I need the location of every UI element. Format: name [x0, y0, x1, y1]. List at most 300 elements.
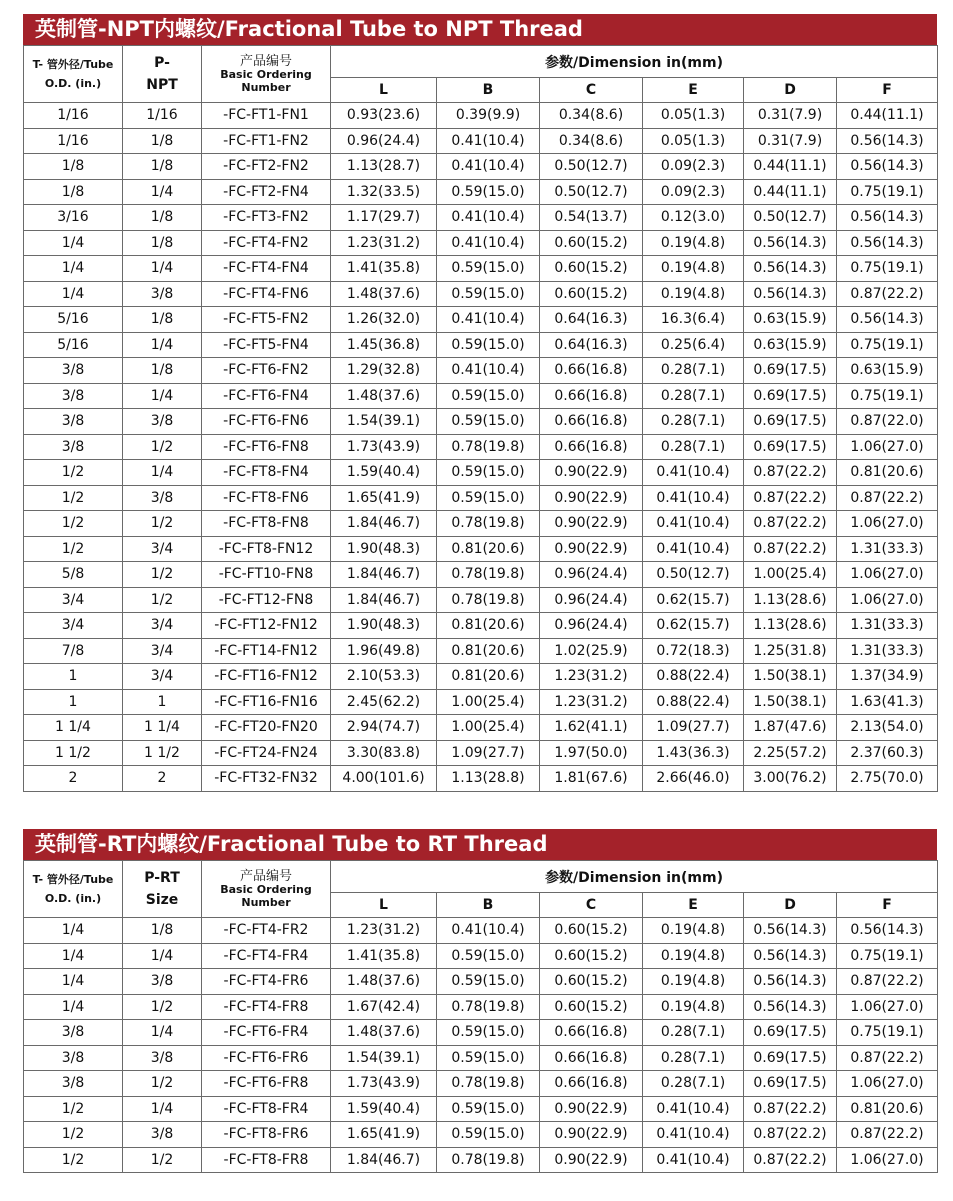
npt-cell-ordering-number: -FC-FT4-FN6 [202, 281, 331, 307]
npt-cell-dim-D: 1.25(31.8) [744, 638, 837, 664]
npt-cell-dim-L: 1.84(46.7) [331, 562, 437, 588]
npt-cell-dim-B: 0.59(15.0) [437, 256, 540, 282]
npt-cell-dim-D: 0.69(17.5) [744, 358, 837, 384]
rt-col-B: B [437, 893, 540, 918]
npt-cell-dim-C: 0.90(22.9) [540, 485, 643, 511]
npt-cell-dim-L: 1.13(28.7) [331, 154, 437, 180]
rt-cell-ordering-number: -FC-FT4-FR2 [202, 918, 331, 944]
npt-cell-thread-size: 3/8 [123, 409, 202, 435]
rt-cell-dim-F: 0.75(19.1) [837, 1020, 938, 1046]
rt-header-row-1 [24, 861, 938, 893]
npt-table-row [24, 332, 938, 358]
npt-cell-dim-B: 0.81(20.6) [437, 638, 540, 664]
rt-title: 英制管-RT内螺纹/Fractional Tube to RT Thread [23, 829, 937, 860]
npt-cell-dim-B: 0.41(10.4) [437, 230, 540, 256]
npt-col-E: E [643, 78, 744, 103]
npt-cell-dim-F: 0.81(20.6) [837, 460, 938, 486]
rt-cell-ordering-number: -FC-FT4-FR4 [202, 943, 331, 969]
npt-cell-dim-B: 0.41(10.4) [437, 307, 540, 333]
rt-cell-dim-L: 1.23(31.2) [331, 918, 437, 944]
npt-cell-tube-od: 1/16 [24, 128, 123, 154]
npt-cell-dim-L: 1.90(48.3) [331, 536, 437, 562]
npt-header-row-1 [24, 46, 938, 78]
npt-cell-dim-C: 0.90(22.9) [540, 511, 643, 537]
npt-cell-dim-F: 1.31(33.3) [837, 638, 938, 664]
npt-cell-ordering-number: -FC-FT6-FN2 [202, 358, 331, 384]
npt-table-row [24, 587, 938, 613]
npt-cell-dim-E: 0.09(2.3) [643, 179, 744, 205]
rt-cell-dim-C: 0.66(16.8) [540, 1071, 643, 1097]
rt-cell-dim-C: 0.60(15.2) [540, 943, 643, 969]
rt-cell-dim-B: 0.59(15.0) [437, 1020, 540, 1046]
npt-cell-dim-E: 0.88(22.4) [643, 664, 744, 690]
npt-cell-dim-C: 0.64(16.3) [540, 307, 643, 333]
rt-thread-header [123, 861, 202, 918]
npt-cell-dim-F: 0.56(14.3) [837, 205, 938, 231]
rt-cell-dim-D: 0.56(14.3) [744, 969, 837, 995]
npt-table-row [24, 230, 938, 256]
rt-cell-thread-size: 3/8 [123, 1122, 202, 1148]
rt-cell-dim-F: 0.81(20.6) [837, 1096, 938, 1122]
npt-cell-tube-od: 3/8 [24, 434, 123, 460]
npt-cell-dim-C: 0.60(15.2) [540, 281, 643, 307]
npt-cell-dim-B: 0.59(15.0) [437, 409, 540, 435]
rt-cell-dim-E: 0.19(4.8) [643, 969, 744, 995]
npt-cell-dim-L: 4.00(101.6) [331, 766, 437, 792]
rt-cell-dim-C: 0.60(15.2) [540, 969, 643, 995]
npt-cell-tube-od: 5/16 [24, 332, 123, 358]
npt-cell-ordering-number: -FC-FT2-FN2 [202, 154, 331, 180]
npt-cell-dim-C: 0.90(22.9) [540, 460, 643, 486]
npt-cell-dim-L: 1.41(35.8) [331, 256, 437, 282]
npt-cell-tube-od: 1 [24, 664, 123, 690]
npt-cell-thread-size: 1 [123, 689, 202, 715]
npt-cell-dim-F: 0.87(22.2) [837, 485, 938, 511]
npt-cell-dim-F: 2.13(54.0) [837, 715, 938, 741]
rt-cell-dim-B: 0.59(15.0) [437, 1045, 540, 1071]
rt-cell-ordering-number: -FC-FT8-FR4 [202, 1096, 331, 1122]
rt-ordering-label-1: 产品编号 [239, 868, 292, 884]
npt-cell-ordering-number: -FC-FT12-FN12 [202, 613, 331, 639]
rt-cell-dim-F: 0.87(22.2) [837, 1122, 938, 1148]
rt-table-row [24, 943, 938, 969]
npt-cell-dim-F: 0.56(14.3) [837, 154, 938, 180]
npt-cell-dim-C: 0.66(16.8) [540, 358, 643, 384]
npt-cell-dim-D: 0.50(12.7) [744, 205, 837, 231]
rt-col-E: E [643, 893, 744, 918]
npt-cell-dim-E: 0.19(4.8) [643, 281, 744, 307]
npt-cell-dim-D: 0.56(14.3) [744, 230, 837, 256]
npt-table-row [24, 766, 938, 792]
npt-cell-thread-size: 3/8 [123, 485, 202, 511]
rt-cell-thread-size: 1/2 [123, 994, 202, 1020]
rt-cell-tube-od: 3/8 [24, 1020, 123, 1046]
npt-cell-dim-F: 2.37(60.3) [837, 740, 938, 766]
npt-cell-tube-od: 1/2 [24, 485, 123, 511]
rt-cell-dim-C: 0.66(16.8) [540, 1045, 643, 1071]
npt-table-row [24, 689, 938, 715]
npt-cell-dim-D: 0.44(11.1) [744, 154, 837, 180]
rt-cell-dim-F: 1.06(27.0) [837, 1147, 938, 1173]
npt-cell-dim-F: 0.87(22.0) [837, 409, 938, 435]
npt-cell-dim-L: 1.84(46.7) [331, 511, 437, 537]
npt-cell-dim-C: 1.02(25.9) [540, 638, 643, 664]
npt-cell-dim-D: 0.63(15.9) [744, 332, 837, 358]
npt-cell-ordering-number: -FC-FT16-FN12 [202, 664, 331, 690]
npt-cell-ordering-number: -FC-FT5-FN2 [202, 307, 331, 333]
npt-cell-tube-od: 1/2 [24, 511, 123, 537]
npt-thread-label-1: P- [154, 55, 170, 71]
rt-cell-dim-E: 0.19(4.8) [643, 918, 744, 944]
rt-cell-thread-size: 3/8 [123, 969, 202, 995]
npt-cell-dim-B: 1.13(28.8) [437, 766, 540, 792]
npt-cell-ordering-number: -FC-FT1-FN1 [202, 103, 331, 129]
npt-cell-dim-L: 1.84(46.7) [331, 587, 437, 613]
npt-cell-dim-B: 0.81(20.6) [437, 613, 540, 639]
rt-cell-dim-D: 0.56(14.3) [744, 918, 837, 944]
npt-cell-tube-od: 1/16 [24, 103, 123, 129]
npt-cell-dim-D: 0.63(15.9) [744, 307, 837, 333]
npt-cell-dim-E: 16.3(6.4) [643, 307, 744, 333]
npt-cell-dim-C: 0.34(8.6) [540, 128, 643, 154]
npt-thread-label-2: NPT [146, 77, 178, 93]
rt-cell-tube-od: 1/2 [24, 1147, 123, 1173]
npt-cell-ordering-number: -FC-FT2-FN4 [202, 179, 331, 205]
rt-cell-tube-od: 1/4 [24, 943, 123, 969]
npt-cell-dim-L: 1.65(41.9) [331, 485, 437, 511]
rt-cell-thread-size: 1/8 [123, 918, 202, 944]
npt-cell-thread-size: 1/4 [123, 460, 202, 486]
npt-cell-thread-size: 1/2 [123, 511, 202, 537]
rt-cell-dim-B: 0.78(19.8) [437, 1071, 540, 1097]
npt-cell-dim-C: 1.97(50.0) [540, 740, 643, 766]
npt-cell-dim-E: 0.41(10.4) [643, 460, 744, 486]
rt-cell-dim-L: 1.48(37.6) [331, 969, 437, 995]
rt-cell-tube-od: 1/2 [24, 1122, 123, 1148]
npt-cell-dim-D: 0.69(17.5) [744, 434, 837, 460]
rt-table-row [24, 1071, 938, 1097]
npt-cell-dim-C: 1.62(41.1) [540, 715, 643, 741]
rt-cell-dim-L: 1.73(43.9) [331, 1071, 437, 1097]
npt-cell-dim-L: 1.90(48.3) [331, 613, 437, 639]
npt-cell-dim-D: 0.87(22.2) [744, 536, 837, 562]
rt-cell-dim-E: 0.19(4.8) [643, 943, 744, 969]
rt-cell-ordering-number: -FC-FT4-FR8 [202, 994, 331, 1020]
npt-ordering-label-1: 产品编号 [239, 53, 292, 69]
rt-thread-label-2: Size [145, 892, 179, 908]
npt-table-row [24, 485, 938, 511]
npt-cell-tube-od: 1/2 [24, 460, 123, 486]
rt-cell-thread-size: 1/4 [123, 943, 202, 969]
npt-cell-dim-B: 0.59(15.0) [437, 485, 540, 511]
npt-cell-ordering-number: -FC-FT8-FN12 [202, 536, 331, 562]
npt-cell-tube-od: 1/2 [24, 536, 123, 562]
npt-cell-dim-C: 0.66(16.8) [540, 409, 643, 435]
rt-table-row [24, 969, 938, 995]
npt-title: 英制管-NPT内螺纹/Fractional Tube to NPT Thread [23, 14, 937, 45]
npt-cell-ordering-number: -FC-FT4-FN4 [202, 256, 331, 282]
npt-cell-thread-size: 3/4 [123, 664, 202, 690]
npt-cell-thread-size: 1/2 [123, 562, 202, 588]
npt-cell-dim-B: 1.09(27.7) [437, 740, 540, 766]
npt-cell-dim-D: 0.31(7.9) [744, 128, 837, 154]
npt-cell-dim-B: 0.59(15.0) [437, 332, 540, 358]
npt-cell-dim-F: 1.06(27.0) [837, 511, 938, 537]
npt-cell-dim-F: 1.63(41.3) [837, 689, 938, 715]
npt-cell-dim-C: 0.64(16.3) [540, 332, 643, 358]
npt-cell-dim-E: 0.72(18.3) [643, 638, 744, 664]
rt-dimension-header: 参数/Dimension in(mm) [331, 861, 938, 893]
rt-cell-dim-E: 0.28(7.1) [643, 1045, 744, 1071]
rt-section [23, 829, 937, 1173]
npt-cell-dim-L: 1.59(40.4) [331, 460, 437, 486]
npt-table-row [24, 383, 938, 409]
npt-cell-dim-D: 3.00(76.2) [744, 766, 837, 792]
npt-cell-thread-size: 1/8 [123, 205, 202, 231]
npt-table-body [24, 103, 938, 792]
npt-cell-ordering-number: -FC-FT6-FN4 [202, 383, 331, 409]
npt-cell-dim-C: 0.96(24.4) [540, 587, 643, 613]
rt-cell-dim-F: 0.75(19.1) [837, 943, 938, 969]
npt-cell-ordering-number: -FC-FT8-FN4 [202, 460, 331, 486]
npt-cell-thread-size: 1/4 [123, 332, 202, 358]
npt-cell-ordering-number: -FC-FT20-FN20 [202, 715, 331, 741]
rt-table [23, 860, 938, 1173]
npt-cell-dim-B: 0.78(19.8) [437, 587, 540, 613]
rt-cell-dim-E: 0.19(4.8) [643, 994, 744, 1020]
npt-cell-dim-F: 0.87(22.2) [837, 281, 938, 307]
npt-table-row [24, 281, 938, 307]
npt-cell-dim-D: 2.25(57.2) [744, 740, 837, 766]
rt-cell-dim-D: 0.56(14.3) [744, 994, 837, 1020]
npt-cell-dim-C: 0.34(8.6) [540, 103, 643, 129]
npt-section [23, 14, 937, 792]
rt-cell-dim-F: 0.87(22.2) [837, 1045, 938, 1071]
npt-cell-dim-B: 0.59(15.0) [437, 460, 540, 486]
npt-cell-dim-B: 0.81(20.6) [437, 664, 540, 690]
npt-cell-dim-E: 0.05(1.3) [643, 128, 744, 154]
npt-cell-dim-B: 0.59(15.0) [437, 179, 540, 205]
npt-cell-dim-D: 0.87(22.2) [744, 511, 837, 537]
npt-cell-dim-B: 0.41(10.4) [437, 205, 540, 231]
rt-cell-tube-od: 3/8 [24, 1045, 123, 1071]
npt-cell-ordering-number: -FC-FT6-FN8 [202, 434, 331, 460]
npt-cell-dim-E: 0.41(10.4) [643, 511, 744, 537]
npt-cell-dim-B: 0.41(10.4) [437, 154, 540, 180]
npt-cell-dim-E: 2.66(46.0) [643, 766, 744, 792]
npt-table-row [24, 460, 938, 486]
npt-cell-dim-B: 0.59(15.0) [437, 383, 540, 409]
npt-table-row [24, 205, 938, 231]
npt-cell-dim-C: 0.66(16.8) [540, 383, 643, 409]
npt-cell-thread-size: 3/4 [123, 638, 202, 664]
npt-cell-dim-D: 0.87(22.2) [744, 460, 837, 486]
npt-dimension-header: 参数/Dimension in(mm) [331, 46, 938, 78]
npt-cell-dim-F: 1.06(27.0) [837, 587, 938, 613]
npt-cell-dim-B: 0.81(20.6) [437, 536, 540, 562]
rt-cell-dim-L: 1.41(35.8) [331, 943, 437, 969]
npt-table-row [24, 740, 938, 766]
rt-col-L: L [331, 893, 437, 918]
npt-cell-dim-C: 0.60(15.2) [540, 256, 643, 282]
npt-cell-thread-size: 1/8 [123, 154, 202, 180]
npt-cell-dim-L: 3.30(83.8) [331, 740, 437, 766]
npt-cell-thread-size: 1/8 [123, 358, 202, 384]
npt-cell-dim-L: 1.26(32.0) [331, 307, 437, 333]
npt-cell-thread-size: 1/8 [123, 307, 202, 333]
npt-table-row [24, 409, 938, 435]
npt-cell-dim-C: 0.90(22.9) [540, 536, 643, 562]
rt-cell-dim-D: 0.69(17.5) [744, 1071, 837, 1097]
rt-cell-dim-C: 0.90(22.9) [540, 1122, 643, 1148]
npt-cell-tube-od: 1/8 [24, 179, 123, 205]
npt-cell-dim-L: 1.23(31.2) [331, 230, 437, 256]
rt-cell-dim-B: 0.59(15.0) [437, 969, 540, 995]
rt-col-C: C [540, 893, 643, 918]
npt-cell-dim-E: 0.19(4.8) [643, 256, 744, 282]
npt-cell-dim-F: 0.56(14.3) [837, 128, 938, 154]
npt-cell-dim-C: 1.23(31.2) [540, 664, 643, 690]
npt-cell-ordering-number: -FC-FT16-FN16 [202, 689, 331, 715]
rt-cell-ordering-number: -FC-FT6-FR4 [202, 1020, 331, 1046]
npt-cell-dim-B: 0.78(19.8) [437, 562, 540, 588]
npt-cell-dim-F: 0.75(19.1) [837, 179, 938, 205]
npt-table-row [24, 103, 938, 129]
rt-tube-od-label-2: O.D. (in.) [44, 892, 102, 905]
rt-cell-thread-size: 1/2 [123, 1071, 202, 1097]
npt-cell-dim-L: 1.17(29.7) [331, 205, 437, 231]
npt-cell-dim-C: 1.81(67.6) [540, 766, 643, 792]
npt-cell-tube-od: 1 [24, 689, 123, 715]
npt-cell-dim-D: 1.50(38.1) [744, 664, 837, 690]
npt-cell-tube-od: 3/4 [24, 613, 123, 639]
npt-cell-dim-E: 0.05(1.3) [643, 103, 744, 129]
npt-table-row [24, 664, 938, 690]
npt-col-L: L [331, 78, 437, 103]
npt-cell-dim-C: 0.50(12.7) [540, 154, 643, 180]
npt-cell-ordering-number: -FC-FT8-FN8 [202, 511, 331, 537]
rt-cell-ordering-number: -FC-FT6-FR8 [202, 1071, 331, 1097]
npt-cell-dim-L: 2.10(53.3) [331, 664, 437, 690]
npt-ordering-header [202, 46, 331, 103]
rt-cell-dim-F: 0.87(22.2) [837, 969, 938, 995]
npt-cell-dim-C: 0.96(24.4) [540, 562, 643, 588]
npt-table-row [24, 638, 938, 664]
npt-cell-tube-od: 3/8 [24, 409, 123, 435]
npt-cell-tube-od: 1/4 [24, 281, 123, 307]
npt-cell-dim-D: 1.50(38.1) [744, 689, 837, 715]
rt-cell-dim-D: 0.56(14.3) [744, 943, 837, 969]
rt-cell-dim-D: 0.69(17.5) [744, 1045, 837, 1071]
npt-cell-thread-size: 1/8 [123, 128, 202, 154]
npt-col-B: B [437, 78, 540, 103]
npt-cell-dim-C: 0.50(12.7) [540, 179, 643, 205]
npt-cell-ordering-number: -FC-FT24-FN24 [202, 740, 331, 766]
npt-cell-dim-C: 0.66(16.8) [540, 434, 643, 460]
npt-tube-od-header [24, 46, 123, 103]
rt-tube-od-label-1: T- 管外径/Tube [32, 873, 114, 886]
rt-ordering-header [202, 861, 331, 918]
npt-cell-tube-od: 1 1/4 [24, 715, 123, 741]
npt-cell-dim-F: 0.75(19.1) [837, 332, 938, 358]
npt-cell-dim-D: 0.87(22.2) [744, 485, 837, 511]
npt-cell-dim-B: 1.00(25.4) [437, 689, 540, 715]
rt-cell-dim-L: 1.84(46.7) [331, 1147, 437, 1173]
npt-cell-dim-F: 2.75(70.0) [837, 766, 938, 792]
rt-cell-dim-L: 1.65(41.9) [331, 1122, 437, 1148]
npt-cell-dim-L: 0.93(23.6) [331, 103, 437, 129]
npt-cell-dim-B: 0.41(10.4) [437, 358, 540, 384]
rt-cell-dim-B: 0.78(19.8) [437, 994, 540, 1020]
rt-table-row [24, 1096, 938, 1122]
rt-cell-dim-B: 0.59(15.0) [437, 1096, 540, 1122]
npt-thread-header [123, 46, 202, 103]
rt-cell-dim-D: 0.69(17.5) [744, 1020, 837, 1046]
npt-col-F: F [837, 78, 938, 103]
rt-cell-tube-od: 1/4 [24, 994, 123, 1020]
rt-cell-ordering-number: -FC-FT6-FR6 [202, 1045, 331, 1071]
rt-cell-ordering-number: -FC-FT8-FR6 [202, 1122, 331, 1148]
npt-cell-ordering-number: -FC-FT32-FN32 [202, 766, 331, 792]
rt-table-row [24, 918, 938, 944]
npt-cell-dim-F: 1.31(33.3) [837, 536, 938, 562]
npt-cell-dim-E: 0.88(22.4) [643, 689, 744, 715]
npt-cell-dim-L: 1.48(37.6) [331, 383, 437, 409]
npt-cell-dim-E: 0.09(2.3) [643, 154, 744, 180]
npt-table-row [24, 434, 938, 460]
npt-cell-thread-size: 1/8 [123, 230, 202, 256]
rt-cell-dim-D: 0.87(22.2) [744, 1096, 837, 1122]
rt-table-row [24, 1122, 938, 1148]
npt-cell-dim-C: 0.60(15.2) [540, 230, 643, 256]
npt-tube-od-label-2: O.D. (in.) [44, 77, 102, 90]
npt-ordering-label-2: Basic Ordering [220, 67, 312, 81]
npt-cell-dim-E: 0.50(12.7) [643, 562, 744, 588]
npt-cell-dim-F: 0.56(14.3) [837, 230, 938, 256]
npt-cell-dim-L: 1.96(49.8) [331, 638, 437, 664]
rt-cell-dim-C: 0.66(16.8) [540, 1020, 643, 1046]
npt-table-row [24, 358, 938, 384]
npt-cell-dim-D: 0.44(11.1) [744, 179, 837, 205]
npt-col-D: D [744, 78, 837, 103]
npt-cell-dim-F: 0.44(11.1) [837, 103, 938, 129]
rt-table-row [24, 994, 938, 1020]
rt-cell-thread-size: 1/4 [123, 1096, 202, 1122]
npt-cell-thread-size: 1/4 [123, 383, 202, 409]
rt-cell-thread-size: 3/8 [123, 1045, 202, 1071]
npt-cell-dim-L: 2.94(74.7) [331, 715, 437, 741]
npt-cell-tube-od: 1 1/2 [24, 740, 123, 766]
npt-cell-ordering-number: -FC-FT6-FN6 [202, 409, 331, 435]
npt-cell-thread-size: 1/2 [123, 434, 202, 460]
npt-cell-tube-od: 2 [24, 766, 123, 792]
rt-cell-dim-C: 0.60(15.2) [540, 994, 643, 1020]
rt-table-row [24, 1147, 938, 1173]
npt-cell-ordering-number: -FC-FT12-FN8 [202, 587, 331, 613]
rt-thread-label-1: P-RT [144, 870, 180, 886]
npt-cell-dim-C: 1.23(31.2) [540, 689, 643, 715]
npt-cell-tube-od: 3/8 [24, 383, 123, 409]
npt-cell-tube-od: 5/16 [24, 307, 123, 333]
rt-cell-dim-E: 0.28(7.1) [643, 1071, 744, 1097]
npt-table-row [24, 154, 938, 180]
npt-tube-od-label-1: T- 管外径/Tube [32, 58, 114, 71]
npt-cell-thread-size: 3/8 [123, 281, 202, 307]
rt-cell-dim-B: 0.41(10.4) [437, 918, 540, 944]
npt-ordering-label-3: Number [241, 80, 291, 94]
rt-cell-dim-F: 1.06(27.0) [837, 994, 938, 1020]
npt-cell-tube-od: 3/16 [24, 205, 123, 231]
